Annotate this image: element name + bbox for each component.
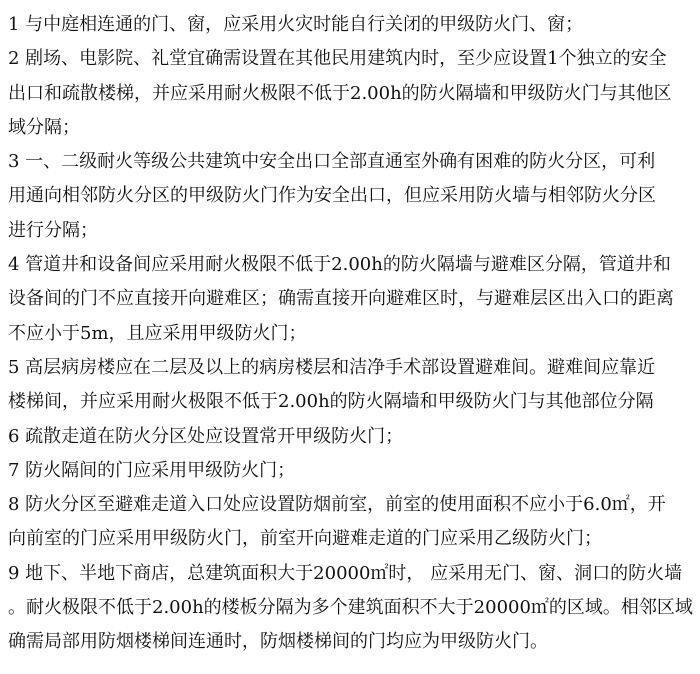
paragraph-item-5 xyxy=(8,351,696,420)
paragraph-item-7 xyxy=(8,454,696,488)
text-line: 。耐火极限不低于2.00h的楼板分隔为多个建筑面积不大于20000㎡的区域。相邻区域 xyxy=(8,597,693,619)
text-line: 楼梯间，并应采用耐火极限不低于2.00h的防火隔墙和甲级防火门与其他部位分隔 xyxy=(8,391,654,413)
document-body xyxy=(8,8,696,660)
text-line: 2 剧场、电影院、礼堂宜确需设置在其他民用建筑内时，至少应设置1个独立的安全 xyxy=(8,48,667,70)
paragraph-item-4 xyxy=(8,248,696,351)
text-line: 确需局部用防烟楼梯间连通时，防烟楼梯间的门均应为甲级防火门。 xyxy=(8,631,548,653)
text-line: 向前室的门应采用甲级防火门，前室开向避难走道的门应采用乙级防火门； xyxy=(8,528,602,550)
text-line: 不应小于5m，且应采用甲级防火门； xyxy=(8,322,307,344)
paragraph-item-1 xyxy=(8,8,696,42)
text-line: 4 管道井和设备间应采用耐火极限不低于2.00h的防火隔墙与避难区分隔，管道井和 xyxy=(8,254,671,276)
paragraph-item-2 xyxy=(8,42,696,145)
paragraph-item-9 xyxy=(8,557,696,660)
paragraph-item-8 xyxy=(8,488,696,557)
text-line: 域分隔； xyxy=(8,116,80,138)
text-line: 进行分隔； xyxy=(8,219,98,241)
text-line: 6 疏散走道在防火分区处应设置常开甲级防火门； xyxy=(8,425,404,447)
paragraph-item-6 xyxy=(8,420,696,454)
text-line: 3 一、二级耐火等级公共建筑中安全出口全部直通室外确有困难的防火分区，可利 xyxy=(8,151,656,173)
text-line: 8 防火分区至避难走道入口处应设置防烟前室，前室的使用面积不应小于6.0㎡，开 xyxy=(8,494,666,516)
text-line: 7 防火隔间的门应采用甲级防火门； xyxy=(8,459,296,481)
text-line: 9 地下、半地下商店，总建筑面积大于20000㎡时， 应采用无门、窗、洞口的防火墙 xyxy=(8,562,683,584)
paragraph-item-3 xyxy=(8,145,696,248)
text-line: 设备间的门不应直接开向避难区；确需直接开向避难区时，与避难层区出入口的距离 xyxy=(8,288,674,310)
text-line: 出口和疏散楼梯，并应采用耐火极限不低于2.00h的防火隔墙和甲级防火门与其他区 xyxy=(8,82,672,104)
text-line: 1 与中庭相连通的门、窗，应采用火灾时能自行关闭的甲级防火门、窗； xyxy=(8,14,584,35)
text-line: 用通向相邻防火分区的甲级防火门作为安全出口，但应采用防火墙与相邻防火分区 xyxy=(8,185,656,207)
text-line: 5 高层病房楼应在二层及以上的病房楼层和洁净手术部设置避难间。避难间应靠近 xyxy=(8,356,656,378)
